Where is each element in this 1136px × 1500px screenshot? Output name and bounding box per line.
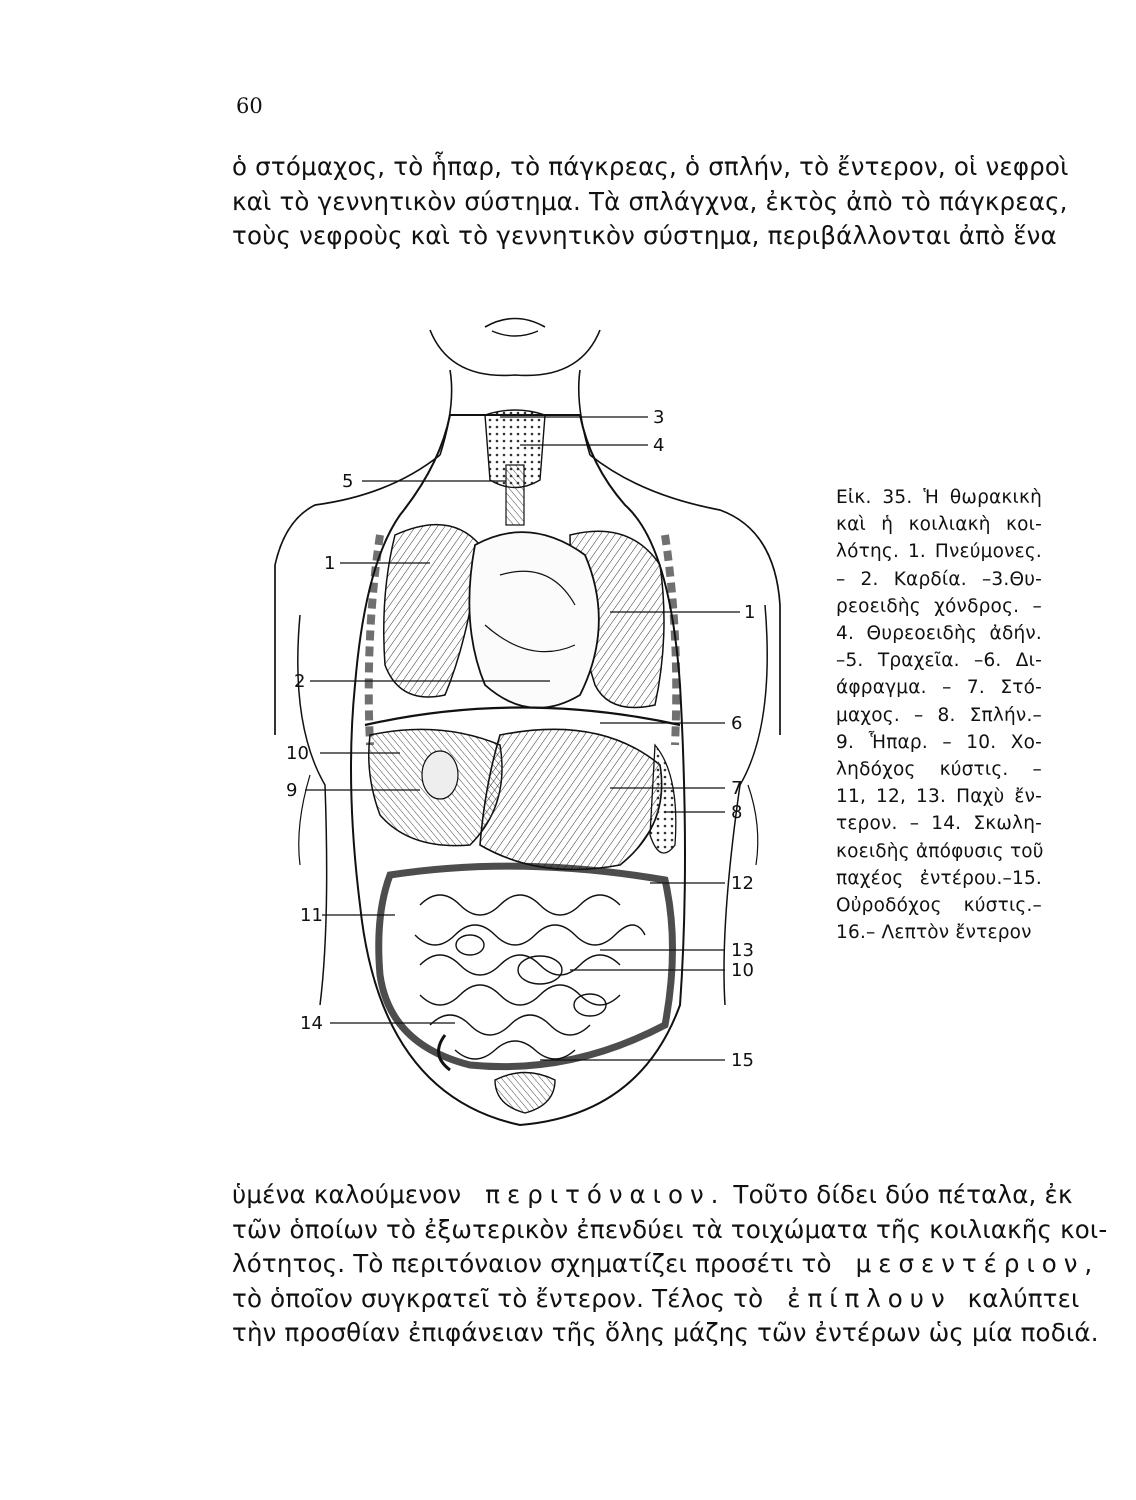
chin-outline — [430, 330, 600, 375]
small-intestine — [415, 895, 645, 1059]
label-10-right: 10 — [731, 960, 754, 981]
gallbladder — [422, 751, 458, 799]
caption-line: μαχος. – 8. Σπλήν.– — [836, 704, 1042, 726]
caption-line: ληδόχος κύστις. – — [836, 759, 1042, 781]
caption-line: άφραγμα. – 7. Στό- — [836, 677, 1042, 699]
left-lung — [384, 525, 480, 697]
caption-line: 16.– Λεπτὸν ἔντερον — [836, 922, 1032, 944]
spaced-term: περιτόναιον. — [485, 1180, 726, 1209]
anatomy-illustration — [270, 305, 790, 1135]
label-4: 4 — [653, 435, 665, 456]
caption-line: κοειδὴς ἀπόφυσις τοῦ — [836, 840, 1044, 862]
label-9: 9 — [286, 780, 298, 801]
page-number: 60 — [236, 94, 263, 118]
text-line: ὁ στόμαχος, τὸ ἧπαρ, τὸ πάγκρεας, ὁ σπλήν, τὸ ἔντερον, οἱ νεφροὶ — [232, 152, 1069, 181]
caption-line: παχέος ἐντέρου.–15. — [836, 867, 1042, 889]
caption-line: Εἰκ. 35. Ἡ θωρακικὴ — [836, 487, 1042, 508]
label-8: 8 — [731, 802, 743, 823]
caption-line: ρεοειδὴς χόνδρος. – — [836, 595, 1042, 617]
caption-line: 4. Θυρεοειδὴς ἀδήν. — [836, 623, 1042, 645]
spaced-term: ἐπίπλουν — [787, 1283, 952, 1313]
label-10-left: 10 — [286, 743, 309, 764]
label-14: 14 — [300, 1013, 323, 1034]
spleen — [650, 745, 676, 853]
caption-line: –5. Τραχεῖα. –6. Δι- — [836, 650, 1042, 672]
spaced-term: μεσεντέριον, — [855, 1249, 1100, 1278]
caption-line: τερον. – 14. Σκωλη- — [836, 813, 1042, 835]
caption-line: – 2. Καρδία. –3.Θυ- — [836, 568, 1042, 590]
label-11: 11 — [300, 905, 323, 926]
label-6: 6 — [731, 713, 743, 734]
label-3: 3 — [653, 407, 665, 428]
caption-line: λότης. 1. Πνεύμονες. — [836, 541, 1042, 563]
text-line: τὴν προσθίαν ἐπιφάνειαν τῆς ὅλης μάζης τῶν ἐντέρων ὡς μία ποδιά. — [232, 1318, 1099, 1347]
text-line: τῶν ὁποίων τὸ ἐξωτερικὸν ἐπενδύει τὰ τοιχώματα τῆς κοιλιακῆς κοι- — [232, 1214, 1108, 1244]
paragraph-top — [232, 150, 1069, 254]
label-2: 2 — [294, 671, 306, 692]
caption-line: καὶ ἡ κοιλιακὴ κοι- — [836, 514, 1042, 536]
anatomy-figure — [270, 305, 790, 1135]
text-line: λότητος. Τὸ περιτόναιον σχηματίζει προσέτι τὸ μεσεντέριον, — [232, 1249, 1100, 1278]
caption-line: Οὐροδόχος κύστις.– — [836, 895, 1042, 917]
trachea — [506, 465, 524, 525]
label-5: 5 — [342, 471, 354, 492]
label-13: 13 — [731, 940, 754, 961]
text-line: καὶ τὸ γεννητικὸν σύστημα. Τὰ σπλάγχνα, ἐκτὸς ἀπὸ τὸ πάγκρεας, — [232, 186, 1068, 216]
text-line: τὸ ὁποῖον συγκρατεῖ τὸ ἔντερον. Τέλος τὸ ἐπίπλουν καλύπτει — [232, 1283, 1080, 1313]
label-7: 7 — [731, 778, 743, 799]
mouth-outline — [485, 319, 545, 328]
text-line: ὑμένα καλούμενον περιτόναιον. Τοῦτο δίδει δύο πέταλα, ἐκ — [232, 1180, 1073, 1209]
label-15: 15 — [731, 1050, 754, 1071]
caption-line: 9. Ἧπαρ. – 10. Χο- — [836, 731, 1042, 753]
text-line: τοὺς νεφροὺς καὶ τὸ γεννητικὸν σύστημα, περιβάλλονται ἀπὸ ἕνα — [232, 221, 1057, 250]
stomach — [480, 729, 662, 869]
bladder — [495, 1073, 555, 1114]
paragraph-bottom — [232, 1178, 1108, 1351]
caption-line: 11, 12, 13. Παχὺ ἔν- — [836, 786, 1042, 808]
label-1-right: 1 — [744, 602, 756, 623]
label-12: 12 — [731, 873, 754, 894]
label-1-left: 1 — [324, 553, 336, 574]
figure-caption — [836, 484, 1042, 946]
